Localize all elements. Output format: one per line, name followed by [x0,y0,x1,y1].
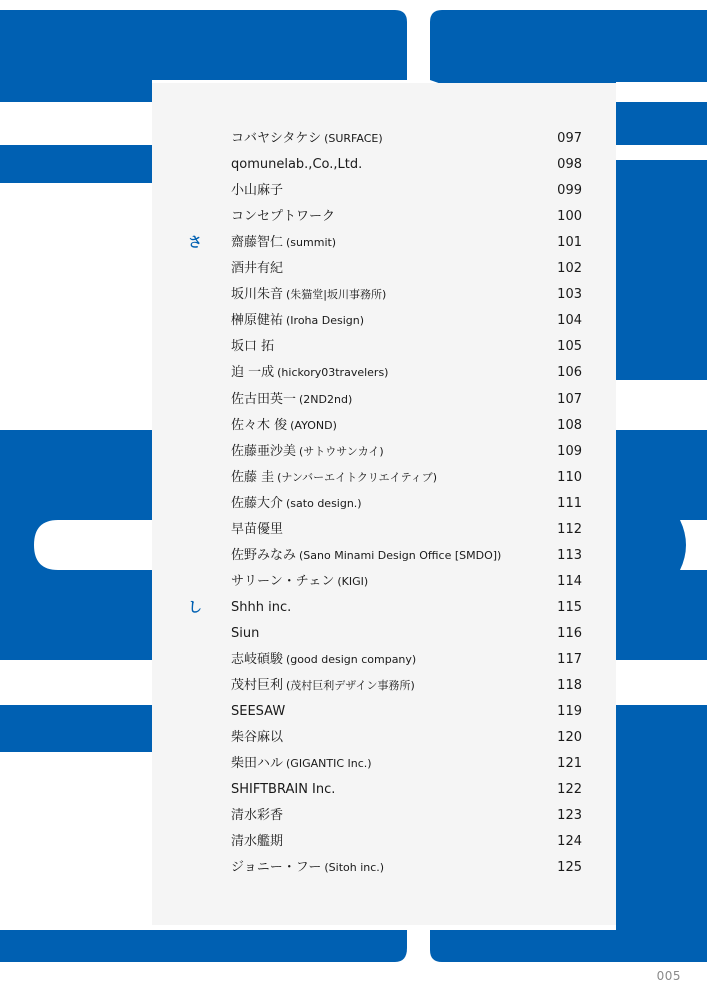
designer-name [231,699,285,725]
index-row [152,777,616,803]
index-row [152,725,616,751]
index-row [152,204,616,230]
index-row [152,126,616,152]
designer-name [231,491,362,517]
kana-section-label: し [188,599,202,616]
index-row [152,543,616,569]
index-row [152,308,616,334]
name-text: 柴田ハル [231,756,284,772]
designer-name [231,569,368,595]
name-text: 志岐碩駿 [231,652,284,667]
affiliation-text: (Sitoh inc.) [324,861,385,875]
name-text: ジョニー・フー [231,860,322,876]
designer-name [231,334,274,360]
page-ref: 103 [557,287,582,303]
name-text: コンセプトワーク [231,209,336,225]
page-ref: 122 [557,782,582,798]
affiliation-text: (KIGI) [337,574,369,588]
affiliation-text: (サトウサンカイ) [299,444,384,458]
designer-name [231,751,372,777]
affiliation-text: (good design company) [286,653,417,666]
page-ref: 101 [557,235,582,251]
designer-name [231,803,283,829]
affiliation-text: (GIGANTIC Inc.) [286,757,372,771]
affiliation-text: (ナンバーエイトクリエイティブ) [277,470,438,484]
name-text: 佐野みなみ [231,547,297,563]
designer-name [231,621,259,647]
designer-name [231,465,437,491]
designer-name [231,777,335,803]
designer-name [231,543,501,569]
page-ref: 109 [557,443,582,459]
name-text: 柴谷麻以 [231,730,284,746]
designer-name [231,308,364,334]
index-row [152,751,616,777]
name-text: 清水彩香 [231,808,284,824]
name-text: SEESAW [231,704,286,720]
page-ref: 120 [557,730,582,746]
designer-name [231,673,415,699]
index-row [152,647,616,673]
designer-name [231,855,384,881]
affiliation-text: (朱猫堂|坂川事務所) [286,288,387,302]
name-text: 清水艦期 [231,834,284,850]
page-ref: 125 [557,860,582,876]
page-ref: 100 [557,209,582,225]
affiliation-text: (hickory03travelers) [277,366,389,380]
name-text: 佐藤亜沙美 [231,443,297,459]
designer-name [231,204,335,230]
index-row [152,595,616,621]
page-ref: 116 [557,625,582,641]
page-ref: 102 [557,261,582,277]
name-text: 迫 一成 [231,365,275,381]
affiliation-text: (Sano Minami Design Office [SMDO]) [299,548,502,562]
index-row [152,413,616,439]
page-ref: 105 [557,339,582,355]
affiliation-text: (sato design.) [286,496,362,510]
name-text: 酒井有紀 [231,261,284,277]
page-ref: 119 [557,704,582,720]
designer-name [231,256,283,282]
designer-name [231,439,384,465]
index-row [152,829,616,855]
name-text: 榊原健祐 [231,313,284,329]
affiliation-text: (茂村巨利デザイン事務所) [286,679,415,693]
designer-name [231,178,283,204]
index-row [152,178,616,204]
index-row [152,699,616,725]
index-row [152,387,616,413]
index-row [152,256,616,282]
index-row [152,621,616,647]
name-text: コバヤシタケシ [231,131,322,146]
name-text: 早苗優里 [231,521,284,537]
name-text: 坂口 拓 [231,339,275,355]
index-row [152,491,616,517]
name-text: 佐藤大介 [231,495,284,511]
designer-name [231,725,283,751]
index-row [152,673,616,699]
page-ref: 110 [557,469,582,485]
index-panel [152,83,616,925]
affiliation-text: (2ND2nd) [299,392,353,406]
index-row [152,517,616,543]
affiliation-text: (AYOND) [290,418,337,432]
page-ref: 107 [557,391,582,407]
page-ref: 108 [557,417,582,433]
designer-name [231,282,386,308]
page-ref: 115 [557,599,582,615]
name-text: 小山麻子 [231,183,284,199]
page-ref: 113 [557,547,582,563]
name-text: Shhh inc. [231,599,292,615]
designer-name [231,152,362,178]
page-ref: 124 [557,834,582,850]
designer-name [231,230,336,256]
page-ref: 112 [557,521,582,537]
name-text: SHIFTBRAIN Inc. [231,782,336,798]
name-text: 坂川朱音 [231,287,284,303]
name-text: サリーン・チェン [231,573,335,589]
page-ref: 121 [557,756,582,772]
name-text: 齋藤智仁 [231,235,284,251]
designer-name [231,360,388,386]
page-number: 005 [656,969,681,983]
page-ref: 106 [557,365,582,381]
designer-name [231,126,383,152]
index-row [152,569,616,595]
index-row [152,360,616,386]
name-text: 佐藤 圭 [231,469,275,485]
page-ref: 111 [557,495,582,511]
name-text: Siun [231,625,260,641]
page-ref: 118 [557,678,582,694]
designer-name [231,647,416,673]
name-text: 佐古田英一 [231,391,297,407]
kana-section-label: さ [188,235,202,252]
index-row [152,282,616,308]
name-text: 茂村巨利 [231,678,284,694]
affiliation-text: (summit) [286,236,337,250]
index-row [152,465,616,491]
name-text: 佐々木 俊 [231,417,288,433]
page-ref: 123 [557,808,582,824]
designer-name [231,413,337,439]
affiliation-text: (SURFACE) [324,132,383,145]
index-row [152,855,616,881]
designer-name [231,595,291,621]
affiliation-text: (Iroha Design) [286,314,365,328]
page-ref: 099 [557,183,582,199]
page-ref: 098 [557,157,582,173]
designer-name [231,517,283,543]
page-ref: 104 [557,313,582,329]
name-text: qomunelab.,Co.,Ltd. [231,157,363,173]
index-row [152,334,616,360]
index-row [152,152,616,178]
page-ref: 097 [557,131,582,146]
index-row [152,230,616,256]
designer-name [231,829,283,855]
designer-name [231,387,352,413]
index-row [152,439,616,465]
page-ref: 114 [557,573,582,589]
page-ref: 117 [557,652,582,667]
index-row [152,803,616,829]
